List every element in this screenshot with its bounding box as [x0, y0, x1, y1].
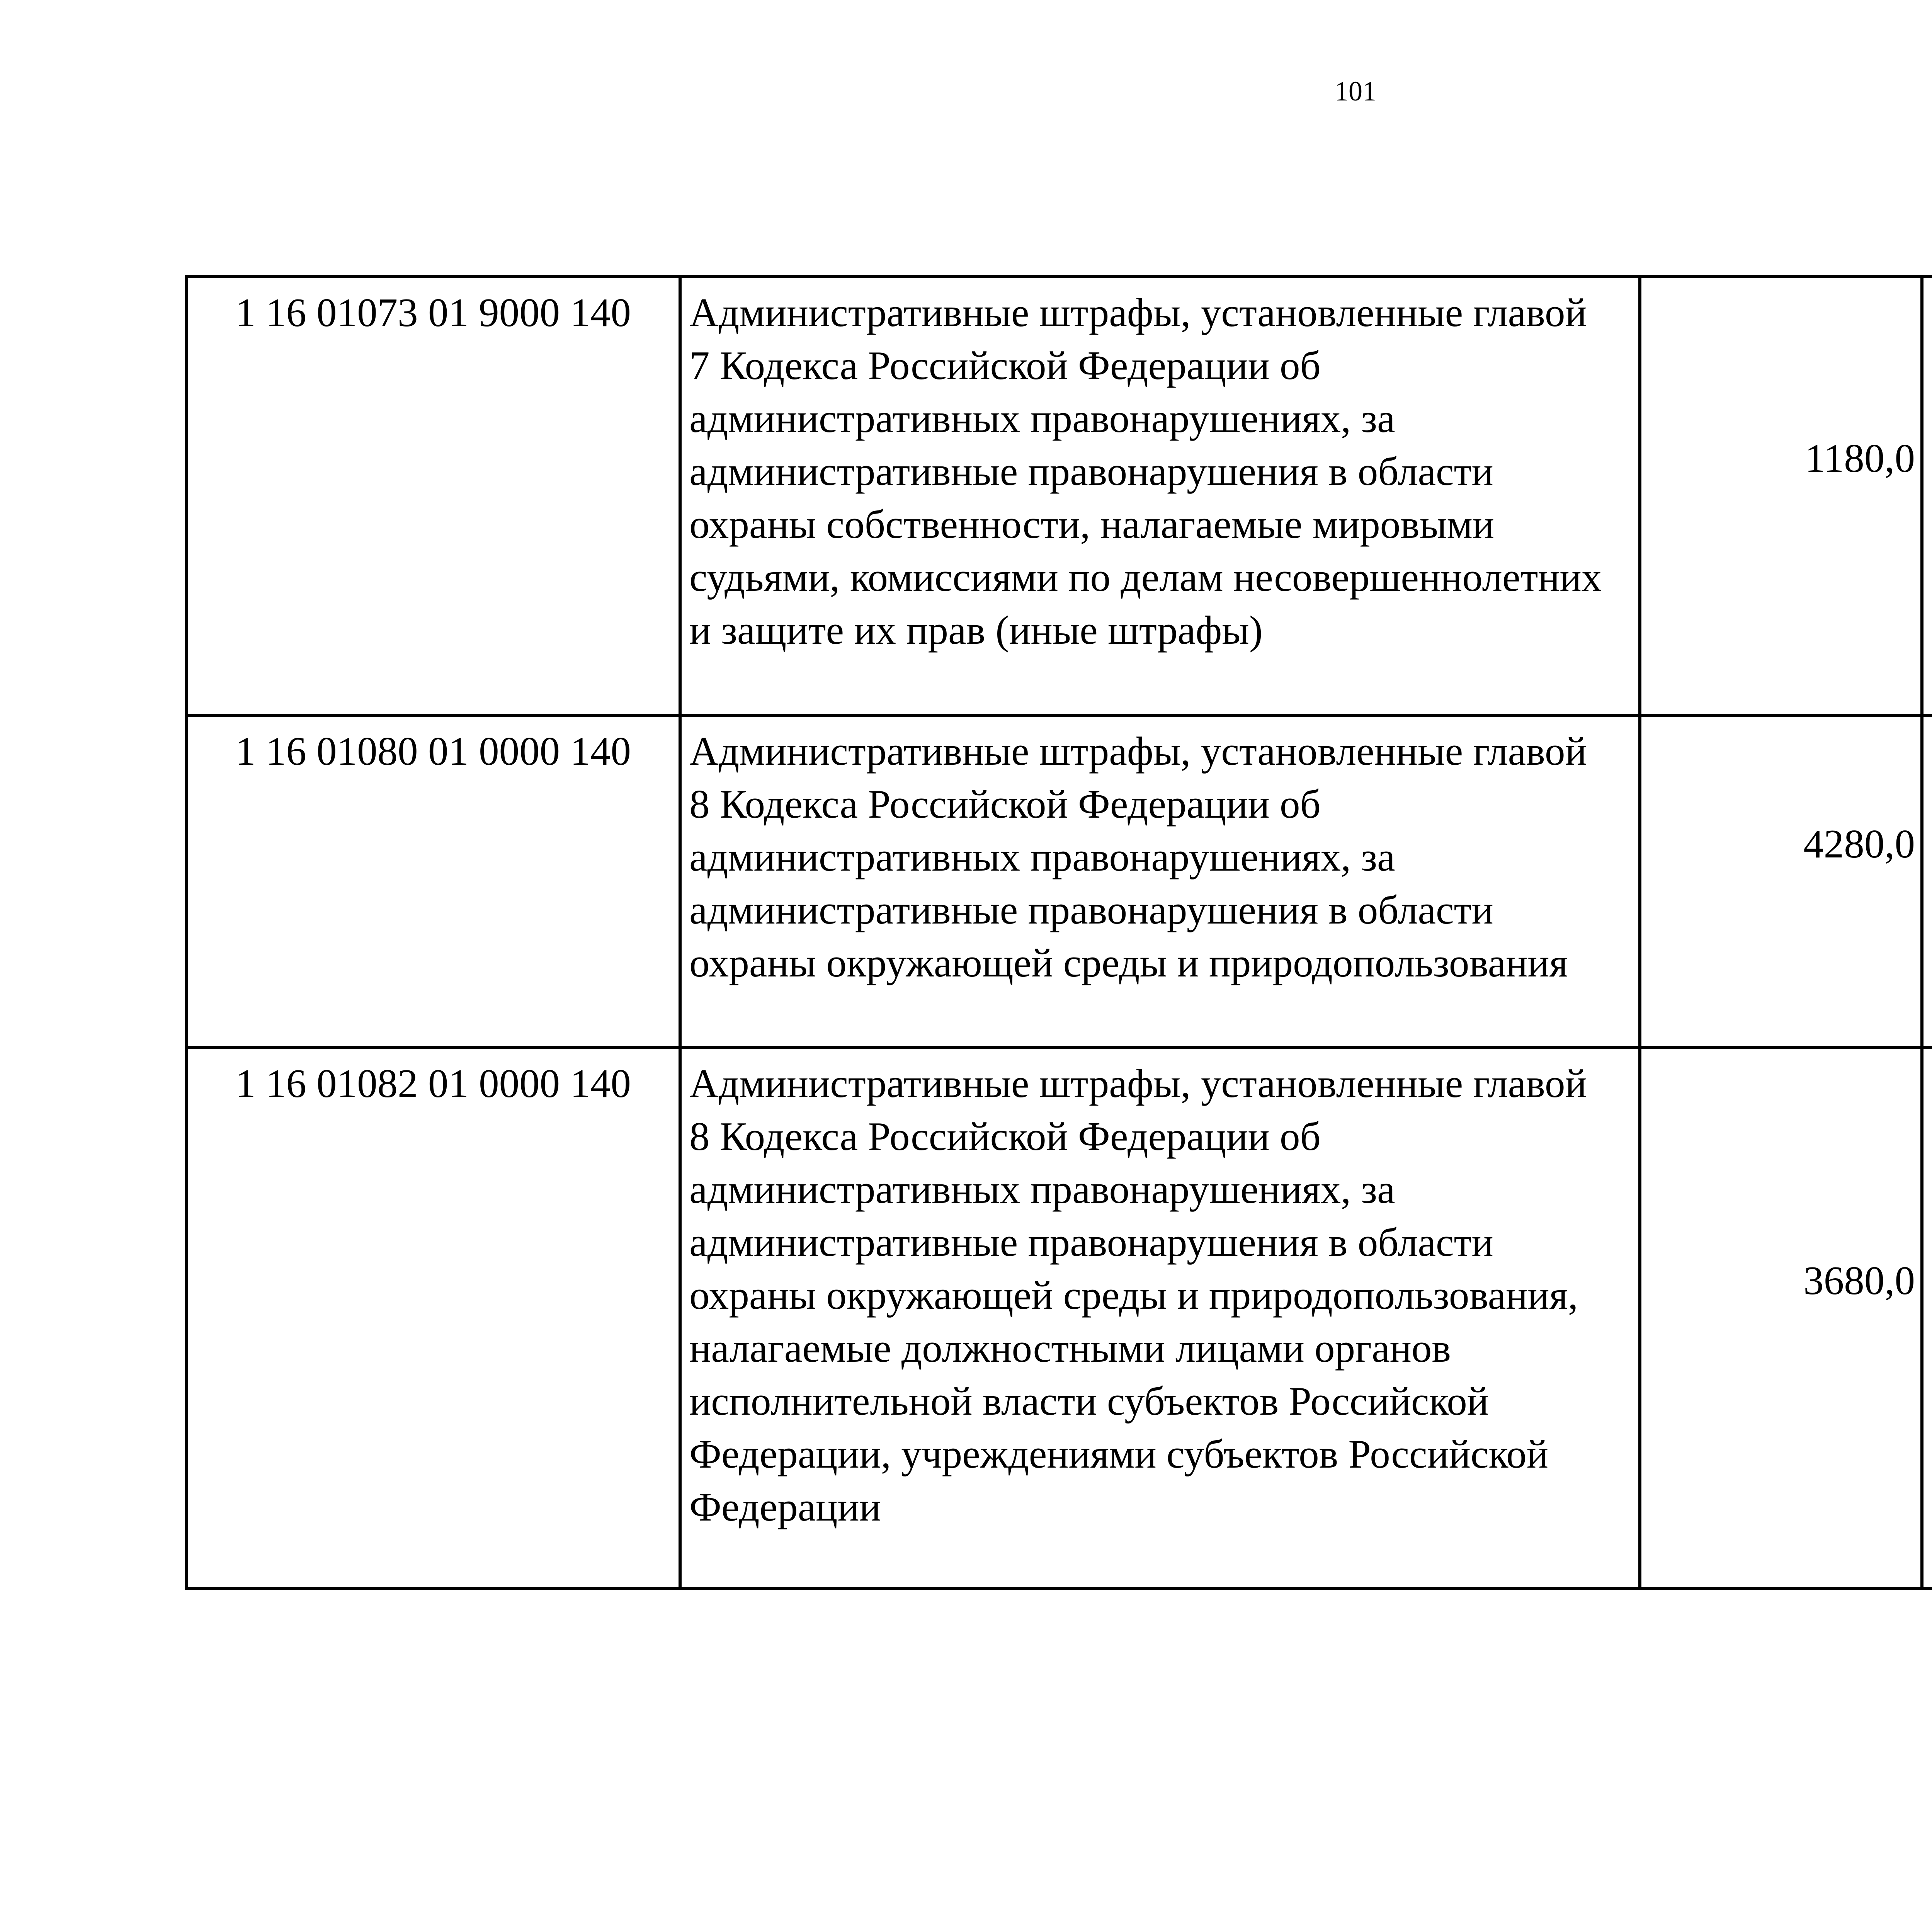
- value-cell-2: [1922, 1048, 1932, 1589]
- description-cell: Административные штрафы, установленные главой 8 Кодекса Российской Федерации об административных правонарушениях, за административные правонарушения в области охраны окружающей среды и природопользования: [680, 715, 1640, 1048]
- budget-code-cell: 1 16 01073 01 9000 140: [186, 277, 680, 715]
- value-text: 3680,0: [1803, 1257, 1915, 1303]
- description-cell: Административные штрафы, установленные главой 7 Кодекса Российской Федерации об административных правонарушениях, за административные правонарушения в области охраны собственности, налагаемые мировыми судьями, комиссиями по делам несовершеннолетних и защите их прав (иные штрафы): [680, 277, 1640, 715]
- value-cell-1: [1640, 277, 1922, 715]
- value-cell-1: [1640, 715, 1922, 1048]
- value-text: [1927, 817, 1932, 870]
- table-row: [186, 1048, 1932, 1589]
- value-text: 4280,0: [1803, 821, 1915, 866]
- budget-code-cell: 1 16 01082 01 0000 140: [186, 1048, 680, 1589]
- page-number: 101: [1335, 76, 1376, 107]
- value-cell-1: [1640, 1048, 1922, 1589]
- value-text: [1927, 432, 1932, 485]
- table-row: [186, 277, 1932, 715]
- value-text: 1180,0: [1805, 435, 1915, 481]
- budget-code-cell: 1 16 01080 01 0000 140: [186, 715, 680, 1048]
- value-cell-2: [1922, 715, 1932, 1048]
- description-cell: Административные штрафы, установленные главой 8 Кодекса Российской Федерации об административных правонарушениях, за административные правонарушения в области охраны окружающей среды и природопользования, налагаемые должностными лицами органов исполнительной власти субъектов Российской Федерации, учреждениями субъектов Российской Федерации: [680, 1048, 1640, 1589]
- value-text: [1927, 1254, 1932, 1307]
- revenue-table: [185, 275, 1932, 1590]
- table-row: [186, 715, 1932, 1048]
- value-cell-2: [1922, 277, 1932, 715]
